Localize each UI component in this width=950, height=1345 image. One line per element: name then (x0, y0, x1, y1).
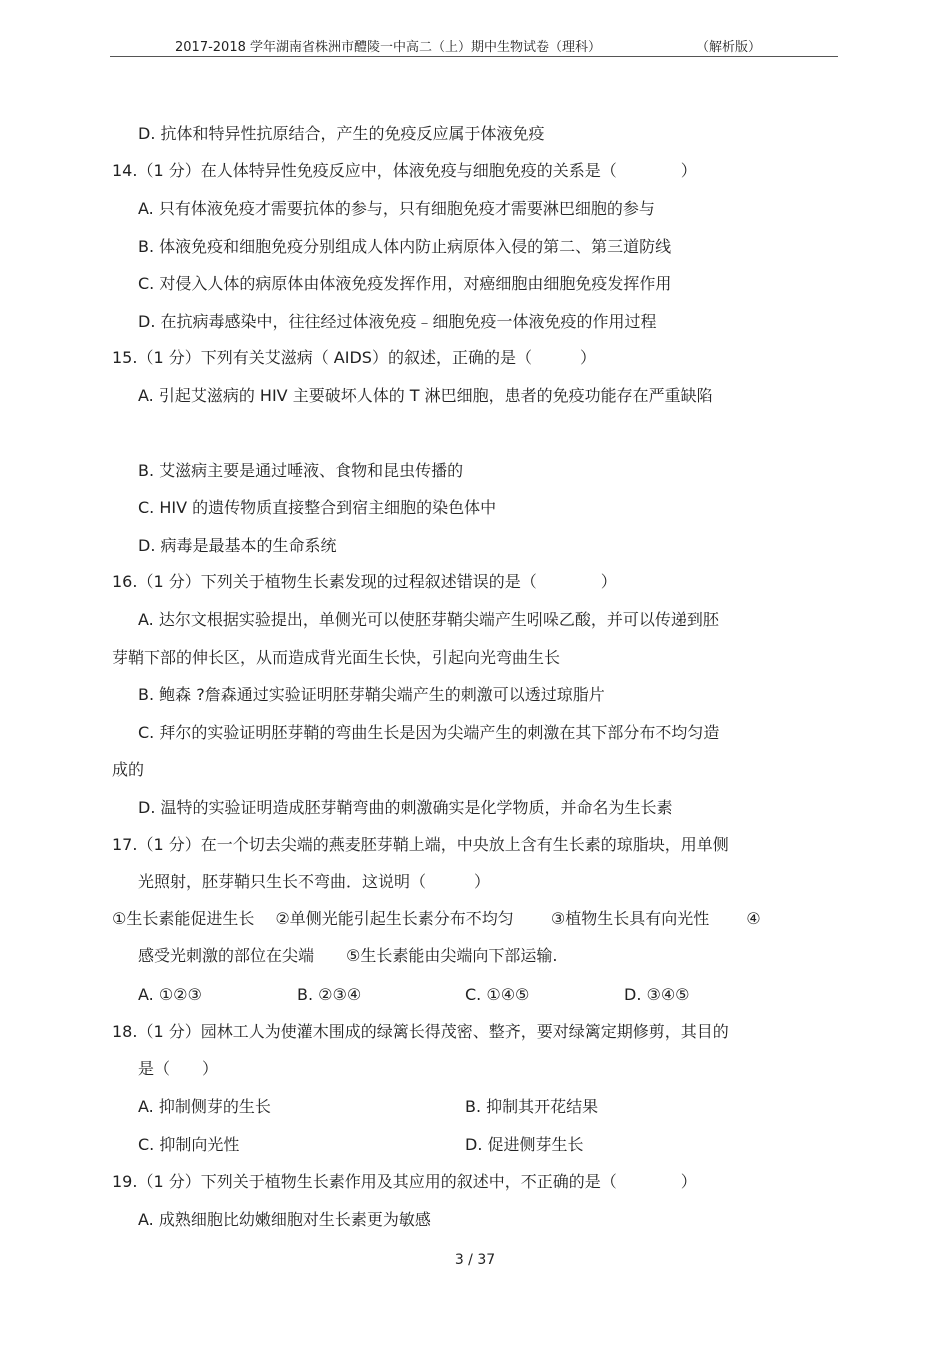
q17-stem-cont: 光照射，胚芽鞘只生长不弯曲．这说明（ ） (138, 872, 491, 891)
q16-option-c: C. 拜尔的实验证明胚芽鞘的弯曲生长是因为尖端产生的刺激在其下部分布不均匀造 (138, 723, 720, 742)
page-header (110, 34, 838, 57)
q16-option-a-cont: 芽鞘下部的伸长区，从而造成背光面生长快，引起向光弯曲生长 (112, 648, 561, 667)
q16-option-c-cont: 成的 (112, 760, 145, 779)
q18-stem: 18.（1 分）园林工人为使灌木围成的绿篱长得茂密、整齐，要对绿篱定期修剪，其目的 (112, 1022, 729, 1041)
q17-statements: ①生长素能促进生长 ②单侧光能引起生长素分布不均匀 ③植物生长具有向光性 ④ (112, 909, 761, 928)
q16-option-a: A. 达尔文根据实验提出，单侧光可以使胚芽鞘尖端产生吲哚乙酸，并可以传递到胚 (138, 610, 719, 629)
header-tag: （解析版） (696, 40, 762, 55)
q17-stem: 17.（1 分）在一个切去尖端的燕麦胚芽鞘上端，中央放上含有生长素的琼脂块，用单侧 (112, 835, 729, 854)
q15-option-b: B. 艾滋病主要是通过唾液、食物和昆虫传播的 (138, 461, 464, 480)
q15-stem: 15.（1 分）下列有关艾滋病（ AIDS）的叙述，正确的是（ ） (112, 348, 596, 367)
q15-option-c: C. HIV 的遗传物质直接整合到宿主细胞的染色体中 (138, 498, 497, 517)
q16-option-b: B. 鲍森 ?詹森通过实验证明胚芽鞘尖端产生的刺激可以透过琼脂片 (138, 685, 605, 704)
q18-option-a: A. 抑制侧芽的生长 (138, 1097, 271, 1116)
q18-option-b: B. 抑制其开花结果 (465, 1097, 599, 1116)
q14-stem: 14.（1 分）在人体特异性免疫反应中，体液免疫与细胞免疫的关系是（ ） (112, 161, 697, 180)
q15-option-a: A. 引起艾滋病的 HIV 主要破坏人体的 T 淋巴细胞，患者的免疫功能存在严重缺陷 (138, 386, 713, 405)
q15-option-d: D. 病毒是最基本的生命系统 (138, 536, 337, 555)
q16-stem: 16.（1 分）下列关于植物生长素发现的过程叙述错误的是（ ） (112, 572, 617, 591)
q18-stem-cont: 是（ ） (138, 1059, 219, 1078)
q14-option-b: B. 体液免疫和细胞免疫分别组成人体内防止病原体入侵的第二、第三道防线 (138, 237, 672, 256)
q14-option-d: D. 在抗病毒感染中，往往经过体液免疫﹣细胞免疫一体液免疫的作用过程 (138, 312, 657, 331)
q13-option-d: D. 抗体和特异性抗原结合，产生的免疫反应属于体液免疫 (138, 124, 545, 143)
q14-option-a: A. 只有体液免疫才需要抗体的参与，只有细胞免疫才需要淋巴细胞的参与 (138, 199, 655, 218)
q17-statements-cont: 感受光刺激的部位在尖端 ⑤生长素能由尖端向下部运输. (138, 946, 558, 965)
q17-option-c: C. ①④⑤ (465, 985, 530, 1004)
q17-option-d: D. ③④⑤ (624, 985, 690, 1004)
q14-option-c: C. 对侵入人体的病原体由体液免疫发挥作用，对癌细胞由细胞免疫发挥作用 (138, 274, 672, 293)
q17-option-a: A. ①②③ (138, 985, 202, 1004)
page-number: 3 / 37 (454, 1252, 496, 1268)
q19-stem: 19.（1 分）下列关于植物生长素作用及其应用的叙述中，不正确的是（ ） (112, 1172, 697, 1191)
q19-option-a: A. 成熟细胞比幼嫩细胞对生长素更为敏感 (138, 1210, 431, 1229)
q18-option-c: C. 抑制向光性 (138, 1135, 240, 1154)
q16-option-d: D. 温特的实验证明造成胚芽鞘弯曲的刺激确实是化学物质，并命名为生长素 (138, 798, 673, 817)
q17-option-b: B. ②③④ (297, 985, 362, 1004)
q18-option-d: D. 促进侧芽生长 (465, 1135, 584, 1154)
header-title: 2017-2018 学年湖南省株洲市醴陵一中高二（上）期中生物试卷（理科） (175, 40, 601, 55)
